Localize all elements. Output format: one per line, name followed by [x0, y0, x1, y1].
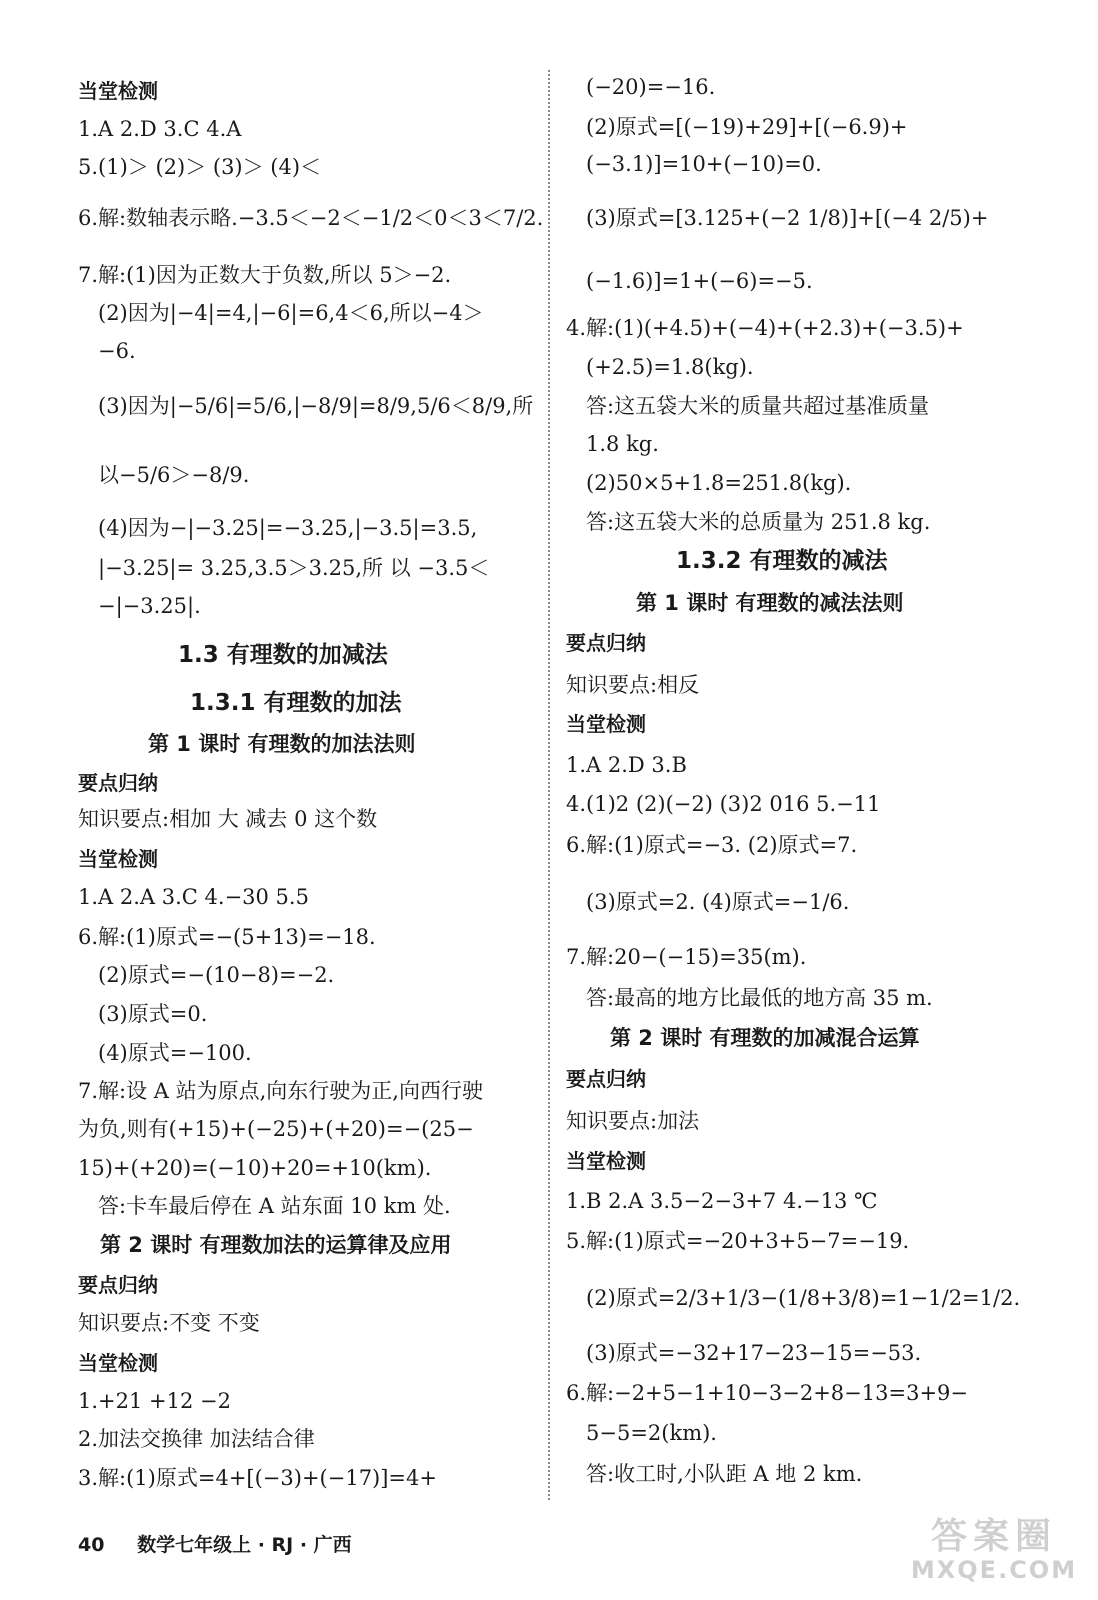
answer-line: −6.: [98, 339, 136, 363]
answer-line: 7.解:20−(−15)=35(m).: [566, 945, 807, 969]
answer-line: 1.A 2.A 3.C 4.−30 5.5: [78, 885, 309, 909]
answer-line: (2)原式=2/3+1/3−(1/8+3/8)=1−1/2=1/2.: [586, 1286, 1021, 1310]
answer-line: 1.B 2.A 3.5−2−3+7 4.−13 ℃: [566, 1189, 878, 1213]
answer-line: 1.A 2.D 3.C 4.A: [78, 117, 242, 141]
answer-line: 6.解:(1)原式=−(5+13)=−18.: [78, 925, 376, 949]
answer-line: 15)+(+20)=(−10)+20=+10(km).: [78, 1156, 432, 1180]
subsection-title: 1.3.1 有理数的加法: [190, 690, 402, 716]
heading-dangtang: 当堂检测: [78, 847, 158, 871]
answer-line: (4)原式=−100.: [98, 1041, 252, 1065]
answer-line: 答:这五袋大米的总质量为 251.8 kg.: [586, 510, 931, 534]
answer-line: 2.加法交换律 加法结合律: [78, 1427, 315, 1451]
answer-line: −|−3.25|.: [98, 594, 201, 618]
answer-line: |−3.25|= 3.25,3.5＞3.25,所 以 −3.5＜: [98, 556, 490, 580]
watermark-logo: [906, 1508, 1082, 1590]
answer-line: 答:最高的地方比最低的地方高 35 m.: [586, 986, 933, 1010]
heading-dangtang: 当堂检测: [78, 79, 158, 103]
answer-line: 5.(1)＞ (2)＞ (3)＞ (4)＜: [78, 155, 322, 179]
answer-line: (+2.5)=1.8(kg).: [586, 355, 754, 379]
answer-line: (2)原式=[(−19)+29]+[(−6.9)+: [586, 115, 908, 139]
answer-line: 1.A 2.D 3.B: [566, 753, 687, 777]
answer-line: (−20)=−16.: [586, 75, 716, 99]
answer-line: (−3.1)]=10+(−10)=0.: [586, 152, 822, 176]
answer-line: (2)原式=−(10−8)=−2.: [98, 963, 335, 987]
subsection-title: 1.3.2 有理数的减法: [676, 548, 888, 574]
lesson-title: 第 2 课时 有理数加法的运算律及应用: [100, 1233, 452, 1257]
answer-line: (−1.6)]=1+(−6)=−5.: [586, 269, 813, 293]
answer-line: (3)因为|−5/6|=5/6,|−8/9|=8/9,5/6＜8/9,所: [98, 394, 534, 418]
answer-line: (3)原式=0.: [98, 1002, 208, 1026]
answer-line: 5.解:(1)原式=−20+3+5−7=−19.: [566, 1229, 910, 1253]
answer-line: 4.(1)2 (2)(−2) (3)2 016 5.−11: [566, 792, 881, 816]
answer-line: 知识要点:不变 不变: [78, 1311, 260, 1335]
heading-yaodian: 要点归纳: [566, 631, 646, 655]
heading-dangtang: 当堂检测: [566, 712, 646, 736]
lesson-title: 第 2 课时 有理数的加减混合运算: [610, 1026, 920, 1050]
answer-line: 答:卡车最后停在 A 站东面 10 km 处.: [98, 1194, 451, 1218]
page-number: 40: [78, 1534, 105, 1556]
section-title: 1.3 有理数的加减法: [178, 642, 388, 668]
lesson-title: 第 1 课时 有理数的减法法则: [636, 591, 904, 615]
answer-line: 知识要点:相加 大 减去 0 这个数: [78, 807, 378, 831]
heading-yaodian: 要点归纳: [78, 1273, 158, 1297]
heading-dangtang: 当堂检测: [566, 1149, 646, 1173]
answer-line: 知识要点:相反: [566, 673, 700, 697]
answer-line: (2)因为|−4|=4,|−6|=6,4＜6,所以−4＞: [98, 301, 484, 325]
page-footer: [78, 1530, 352, 1557]
answer-line: (2)50×5+1.8=251.8(kg).: [586, 471, 852, 495]
answer-line: (3)原式=2. (4)原式=−1/6.: [586, 890, 850, 914]
answer-line: 6.解:(1)原式=−3. (2)原式=7.: [566, 833, 858, 857]
answer-line: 6.解:数轴表示略.−3.5＜−2＜−1/2＜0＜3＜7/2.: [78, 206, 544, 230]
answer-line: 7.解:设 A 站为原点,向东行驶为正,向西行驶: [78, 1079, 483, 1103]
answer-line: 1.8 kg.: [586, 432, 659, 456]
column-divider: [548, 70, 550, 1500]
answer-line: 以−5/6＞−8/9.: [98, 463, 250, 487]
answer-line: 7.解:(1)因为正数大于负数,所以 5＞−2.: [78, 263, 452, 287]
book-title: 数学七年级上 · RJ · 广西: [137, 1534, 352, 1556]
heading-dangtang: 当堂检测: [78, 1351, 158, 1375]
answer-line: 3.解:(1)原式=4+[(−3)+(−17)]=4+: [78, 1466, 437, 1490]
answer-line: 4.解:(1)(+4.5)+(−4)+(+2.3)+(−3.5)+: [566, 316, 964, 340]
answer-line: 答:收工时,小队距 A 地 2 km.: [586, 1462, 863, 1486]
answer-line: 为负,则有(+15)+(−25)+(+20)=−(25−: [78, 1117, 474, 1141]
answer-line: (4)因为−|−3.25|=−3.25,|−3.5|=3.5,: [98, 516, 478, 540]
answer-line: (3)原式=[3.125+(−2 1/8)]+[(−4 2/5)+: [586, 206, 989, 230]
watermark-url: MXQE.COM: [910, 1556, 1078, 1584]
answer-line: 5−5=2(km).: [586, 1421, 717, 1445]
answer-line: 答:这五袋大米的质量共超过基准质量: [586, 394, 930, 418]
answer-line: (3)原式=−32+17−23−15=−53.: [586, 1341, 922, 1365]
heading-yaodian: 要点归纳: [78, 771, 158, 795]
answer-line: 1.+21 +12 −2: [78, 1389, 231, 1413]
answer-line: 6.解:−2+5−1+10−3−2+8−13=3+9−: [566, 1381, 968, 1405]
answer-line: 知识要点:加法: [566, 1109, 700, 1133]
lesson-title: 第 1 课时 有理数的加法法则: [148, 732, 416, 756]
watermark-text: 答案圈: [930, 1516, 1057, 1557]
heading-yaodian: 要点归纳: [566, 1067, 646, 1091]
